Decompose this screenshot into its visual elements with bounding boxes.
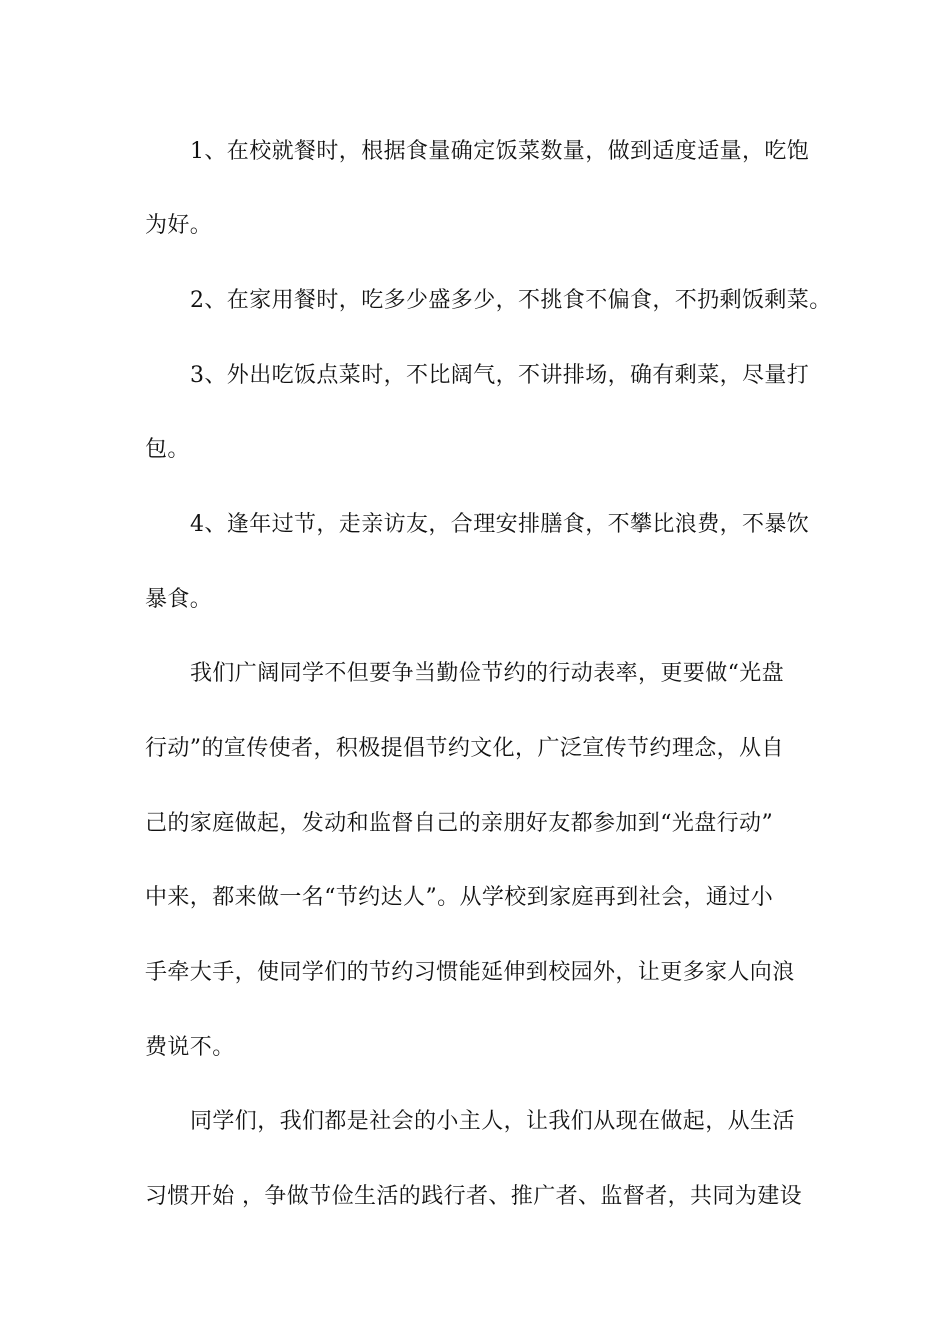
text-line-7: 暴食。 [145,587,213,612]
text-line-12: 手牵大手，使同学们的节约习惯能延伸到校园外，让更多家人向浪 [145,960,795,985]
text-line-3: 2、在家用餐时，吃多少盛多少，不挑食不偏食，不扔剩饭剩菜。 [190,288,832,313]
text-line-6: 4、逢年过节，走亲访友，合理安排膳食，不攀比浪费，不暴饮 [190,512,810,537]
text-line-11: 中来，都来做一名“节约达人”。从学校到家庭再到社会，通过小 [145,885,774,910]
text-line-15: 习惯开始 ，争做节俭生活的践行者、推广者、监督者，共同为建设 [145,1184,802,1209]
text-line-13: 费说不。 [145,1035,235,1060]
text-line-4: 3、外出吃饭点菜时，不比阔气，不讲排场，确有剩菜，尽量打 [190,363,810,388]
text-line-5: 包。 [145,437,190,462]
text-line-8: 我们广阔同学不但要争当勤俭节约的行动表率，更要做“光盘 [190,661,785,686]
text-line-9: 行动”的宣传使者，积极提倡节约文化，广泛宣传节约理念，从自 [145,736,784,761]
text-line-1: 1、在校就餐时，根据食量确定饭菜数量，做到适度适量，吃饱 [190,139,810,164]
text-line-14: 同学们，我们都是社会的小主人，让我们从现在做起，从生活 [190,1109,795,1134]
text-line-10: 己的家庭做起，发动和监督自己的亲朋好友都参加到“光盘行动” [145,811,774,836]
text-line-2: 为好。 [145,213,213,238]
